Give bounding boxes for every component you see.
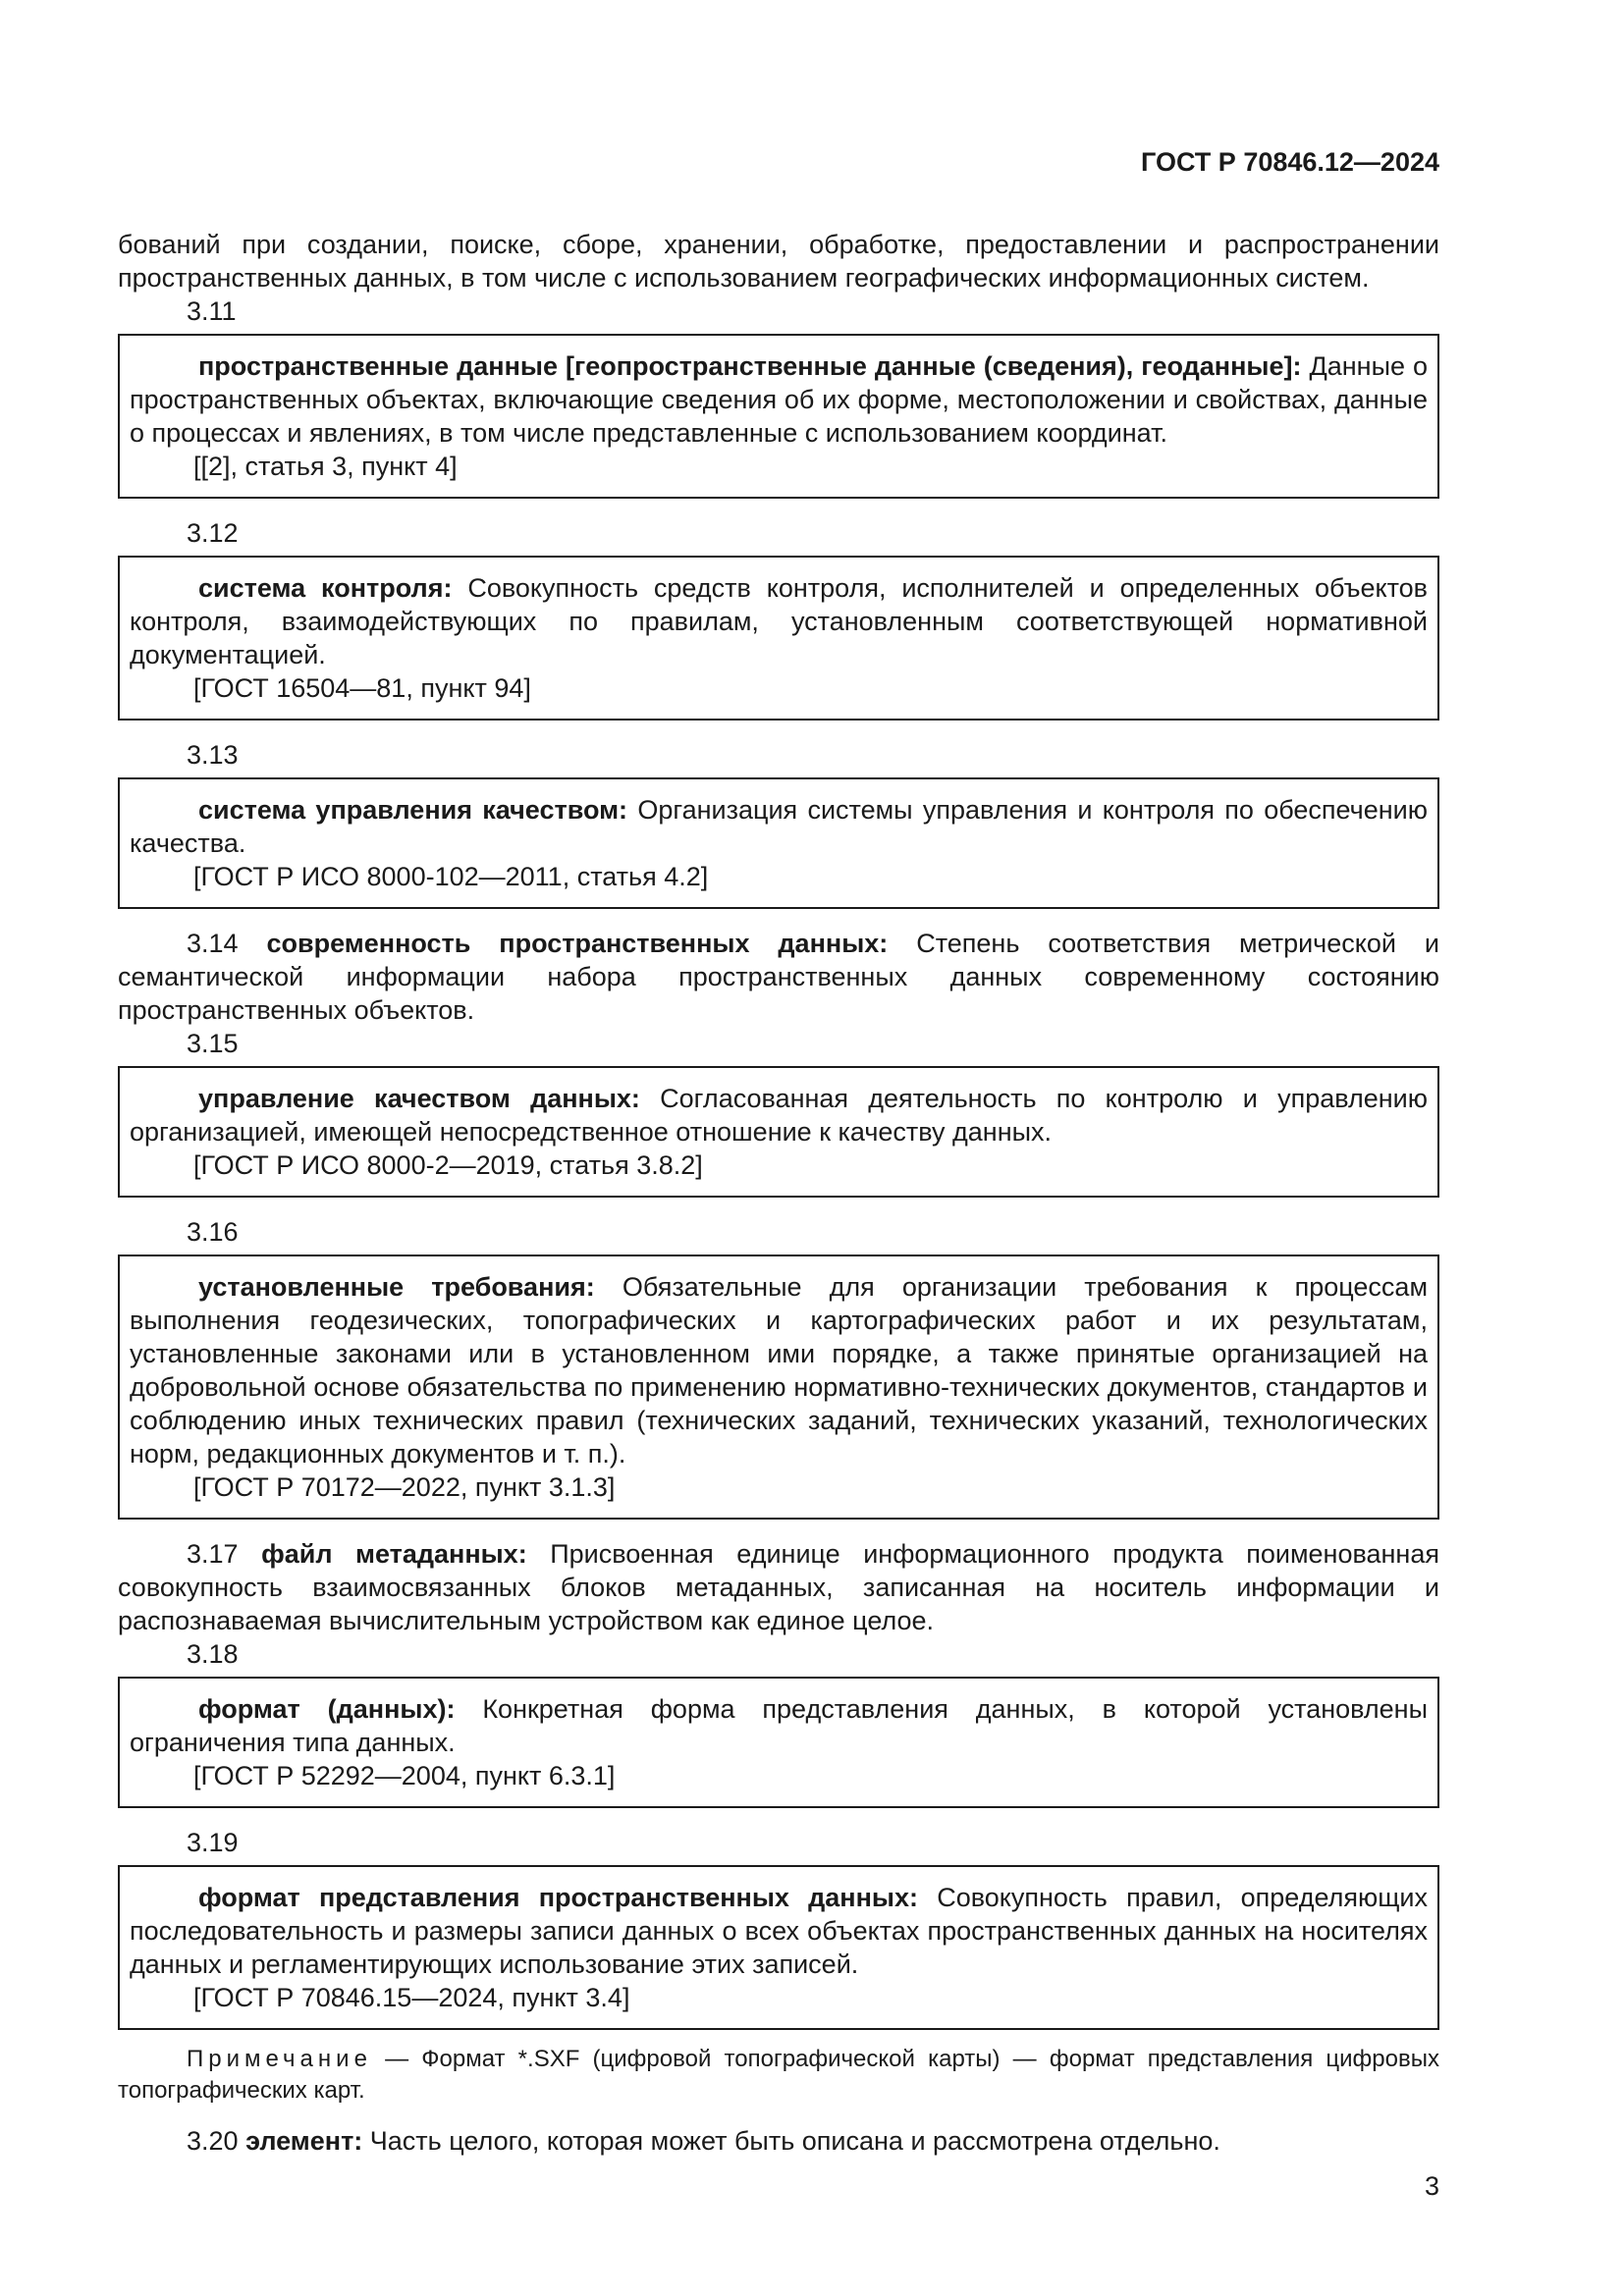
term-number-3-13: 3.13 (187, 740, 239, 770)
term-number-3-19: 3.19 (187, 1828, 239, 1857)
note-paragraph (118, 2044, 1439, 2107)
term-source-3-13: [ГОСТ Р ИСО 8000-102—2011, статья 4.2] (193, 862, 709, 891)
term-number-3-11: 3.11 (187, 296, 237, 326)
page-number: 3 (1424, 2171, 1439, 2201)
term-box-3-11 (118, 334, 1439, 499)
term-definition: Степень соответствия метрической и семантической информации набора пространственных данных современному состоянию пространственных объектов. (118, 929, 1439, 1025)
term-source-3-19: [ГОСТ Р 70846.15—2024, пункт 3.4] (193, 1983, 630, 2012)
note-text: — Формат *.SXF (цифровой топографической карты) — формат представления цифровых топографических карт. (118, 2046, 1439, 2104)
term-name: пространственные данные [геопространственные данные (сведения), геоданные]: (198, 351, 1302, 381)
term-paragraph-3-11 (130, 349, 1428, 450)
term-definition: Присвоенная единице информационного продукта поименованная совокупность взаимосвязанных блоков метаданных, записанная на носитель информации и распознаваемая вычислительным устройством как единое целое. (118, 1539, 1439, 1635)
term-paragraph-3-12 (130, 571, 1428, 671)
term-number: 3.17 (187, 1539, 239, 1569)
term-name: управление качеством данных: (198, 1084, 640, 1113)
term-source-3-18: [ГОСТ Р 52292—2004, пункт 6.3.1] (193, 1761, 616, 1790)
document-code-header: ГОСТ Р 70846.12—2024 (1141, 147, 1439, 177)
term-name: формат представления пространственных данных: (198, 1883, 918, 1912)
term-source-3-12: [ГОСТ 16504—81, пункт 94] (193, 673, 531, 703)
term-definition: Данные о пространственных объектах, включающие сведения об их форме, местоположении и свойствах, данные о процессах и явлениях, в том числе представленные с использованием координат. (130, 351, 1428, 448)
term-name: система управления качеством: (198, 795, 628, 825)
term-definition: Согласованная деятельность по контролю и управлению организацией, имеющей непосредственное отношение к качеству данных. (130, 1084, 1428, 1147)
term-name: современность пространственных данных: (266, 929, 889, 958)
term-box-3-13 (118, 777, 1439, 909)
term-box-3-19 (118, 1865, 1439, 2030)
term-name: установленные требования: (198, 1272, 595, 1302)
term-paragraph-3-17 (118, 1537, 1439, 1637)
term-paragraph-3-15 (130, 1082, 1428, 1148)
term-definition: Обязательные для организации требования к процессам выполнения геодезических, топографических и картографических работ и их результатам, установленные законами или в установленном ими порядке, а также принятые организацией на добровольной основе обязательства по применению нормативно-технических документов, стандартов и соблюдению иных технических правил (технических заданий, технических указаний, технологических норм, редакционных документов и т. п.). (130, 1272, 1429, 1468)
term-source-3-15: [ГОСТ Р ИСО 8000-2—2019, статья 3.8.2] (193, 1150, 703, 1180)
term-definition: Часть целого, которая может быть описана и рассмотрена отдельно. (362, 2126, 1220, 2156)
term-paragraph-3-14 (118, 927, 1439, 1027)
term-name: система контроля: (198, 573, 453, 603)
term-paragraph-3-18 (130, 1692, 1428, 1759)
page-body (118, 228, 1439, 2158)
term-paragraph-3-19 (130, 1881, 1428, 1981)
term-source-3-16: [ГОСТ Р 70172—2022, пункт 3.1.3] (193, 1472, 616, 1502)
term-name: файл метаданных: (261, 1539, 527, 1569)
term-name: формат (данных): (198, 1694, 456, 1724)
term-number: 3.14 (187, 929, 239, 958)
term-box-3-12 (118, 556, 1439, 721)
term-paragraph-3-20 (118, 2124, 1439, 2158)
term-box-3-16 (118, 1255, 1439, 1520)
term-number-3-15: 3.15 (187, 1029, 239, 1058)
term-box-3-18 (118, 1677, 1439, 1808)
term-definition: Совокупность правил, определяющих последовательность и размеры записи данных о всех объектах пространственных данных на носителях данных и регламентирующих использование этих записей. (130, 1883, 1428, 1979)
term-definition: Организация системы управления и контроля по обеспечению качества. (130, 795, 1428, 858)
term-number-3-16: 3.16 (187, 1217, 239, 1247)
term-paragraph-3-13 (130, 793, 1428, 860)
term-source-3-11: [[2], статья 3, пункт 4] (193, 452, 458, 481)
term-definition: Конкретная форма представления данных, в которой установлены ограничения типа данных. (130, 1694, 1428, 1757)
term-number-3-18: 3.18 (187, 1639, 239, 1669)
term-name: элемент: (245, 2126, 363, 2156)
term-definition: Совокупность средств контроля, исполнителей и определенных объектов контроля, взаимодействующих по правилам, установленным соответствующей нормативной документацией. (130, 573, 1428, 669)
term-number: 3.20 (187, 2126, 239, 2156)
note-label: Примечание (187, 2046, 372, 2072)
term-paragraph-3-16 (130, 1270, 1428, 1470)
term-box-3-15 (118, 1066, 1439, 1198)
intro-paragraph: бований при создании, поиске, сборе, хранении, обработке, предоставлении и распространении пространственных данных, в том числе с использованием географических информационных систем. (118, 230, 1439, 293)
term-number-3-12: 3.12 (187, 518, 239, 548)
